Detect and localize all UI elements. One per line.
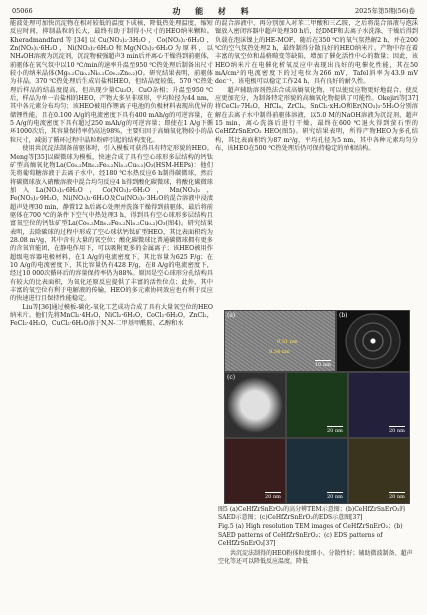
- eds-haadf-image: [224, 372, 286, 438]
- journal-title: 功 能 材 料: [172, 6, 255, 16]
- saed-pattern: [336, 310, 410, 372]
- caption-chinese: 图5 (a)CeHfZrSnErO₂的高分辨TEM示意图；(b)CeHfZrSnErO₂的SAED示意图；(c)CeHfZrSnErO₂的EDS示意图[37]: [218, 506, 406, 522]
- paragraph: 的混合溶液中，再分别加入对苯二甲酸和三乙胺，之后将混合溶液与泡沫镍放入密闭容器中超声处理30 h后，经DMF和去离子水洗涤、干燥后得到负载在泡沫镍上的HE-MOF，随后在350 ℃的氧气氛热解2 h，并在200 ℃的空气氛热处理2 h，最终制得分散良好的HEO纳米片。产物中存在着丰富的氧空位和晶格畸变等缺陷，增加了催化活性中心的数量；因此，该HEO纳米片在电催化析氧反应中表现出良好的电催化性能，其在50 mA/cm²的电流密度下的过电位为266 mV，Tafel斜率为43.9 mV dec⁻¹，该电极可以稳定工作24 h，具有良好的耐久性。: [215, 20, 418, 86]
- figure-5: [224, 310, 408, 505]
- paragraph: 超声辅助溶剂热法合成高熵氧化物，可以使反应物更好地混合，使反应更加充分，为制备特定形貌的高熵氧化物提供了可能性。Okejiri等[37]将CeCl₃·7H₂O，HfCl₄，ZrCl₄，SnCl₂·xH₂O和Er(NO₃)₃·5H₂O分别溶解在去离子水中制得前驱体溶液，以5.0 M的NaOH溶液为沉淀剂，超声15 min，离心洗涤后进行干燥，最终在600 ℃退火得到萤石型的CeHfZrSnErO₂ HEO(图5)。研究结果表明，所得产物HEO为多孔结构，其比表面积约为87 m²/g，平均孔径为5 nm，其中各种元素均匀分布，该HEO在500 ℃热处理后仍可保持稳定的单相结构。: [215, 86, 418, 153]
- lattice-spacing-label: 0.34 nm: [269, 349, 290, 355]
- scale-bar: 20 nm: [389, 428, 405, 434]
- paragraph: 共沉淀法制得的HEO粉体粒度细小、分散性好；辅助微波制备、超声空化等还可以降低反应温度，降低: [218, 550, 413, 566]
- panel-label: (c): [227, 374, 236, 381]
- eds-map: [286, 438, 348, 504]
- caption-english: Fig.5 (a) High resolution TEM images of CeHfZrSnErO₂；(b) SAED patterns of CeHfZrSnErO₂；(c) EDS patterns of CeHfZrSnErO₂[37]: [218, 523, 403, 547]
- scale-bar: 10 nm: [315, 362, 331, 368]
- eds-map: [286, 372, 348, 438]
- figure-caption: [218, 506, 413, 566]
- page-number: 05066: [12, 7, 33, 15]
- eds-map: [348, 372, 410, 438]
- paragraph: Liu等[36]通过模板-碳化-氧化工艺成功合成了具有大量氧空位的HEO纳米片。他们先将MnCl₂·4H₂O，NiCl₂·6H₂O，CoCl₂·6H₂O，ZnCl₂，FeCl₂·4H₂O，CuCl₂·6H₂O溶于N,N-二甲基甲酰胺、乙醇和水: [10, 303, 213, 328]
- eds-map: [348, 438, 410, 504]
- panel-label: (a): [227, 312, 236, 319]
- eds-map: [224, 438, 286, 504]
- issue-info: 2025年第5期(56)卷: [354, 7, 415, 15]
- left-column: [10, 20, 213, 329]
- scale-bar: 20 nm: [389, 494, 405, 500]
- paragraph: 使用共沉淀法制备前驱体时，引入模板可获得具有特定形貌的HEO。Meng等[35]以碳微球为模板，快速合成了具有空心球形多层结构的钙钛矿型高熵氧化物La(Co₀.₂Mn₀.₂Fe₀.₂Ni₀.₂Cu₀.₂)O₃(HSM-HEPs)：他们先将葡萄糖溶液于去离子水中，经180 ℃水热反应6 h制得碳微球，然后将碳微球放入硝酸溶液中混合均匀反应4 h得到酸化碳微球，将酸化碳微球加入La(NO₃)₃·6H₂O，Co(NO₃)₂·6H₂O，Mn(NO₃)₂，Fe(NO₃)₃·9H₂O，Ni(NO₃)₂·6H₂O及Cu(NO₃)₂·3H₂O的混合溶液中浸渍超声处理30 min，静置12 h后离心处理并洗涤干燥得到前驱体，最后将前驱体在700 ℃的条件下空气中热处理3 h，得到具有空心球形多层结构且富氧空位的钙钛矿型La(Co₀.₂Mn₀.₂Fe₀.₂Ni₀.₂Cu₀.₂)O₃(图4)。研究结果表明，去除碳球的过程中形成了空心球状钙钛矿型HEO，其比表面积约为28.08 m²/g，其中含有大量的氧空位；酸化碳微球比普通碳微球拥有更多的含氧官能团，在静电作用下，可以吸附更多的金属离子；该HEO被用作超级电容器电极材料，在1 A/g的电流密度下，其比容量为625 F/g；在10 A/g的电流密度下，其比容量仍有428 F/g，在8 A/g的电流密度下，经过10 000次循环后的容量保持率仍为88%。原因是空心球形分孔结构具有较大的比表面积，为氧化还原反应提供了丰富的活性位点；此外，其中丰富的氧空位有利于电解液的传输，HEO的多元素协同效应也有利于反应的快速进行且保持性能稳定。: [10, 145, 213, 303]
- hrtem-image: [224, 310, 336, 372]
- scale-bar: 20 nm: [327, 494, 343, 500]
- page-header: [10, 4, 417, 19]
- lattice-spacing-label: 0.31 nm: [277, 339, 298, 345]
- scale-bar: 20 nm: [327, 428, 343, 434]
- scale-bar: 20 nm: [265, 494, 281, 500]
- right-column: [215, 20, 418, 154]
- paragraph: 能波处理可加快沉淀物在相对较低的温度下成核，降低热处理温度，缩短反应时间，抑制晶粒的长大，最终有助于制得小尺寸的HEO纳米颗粒。Kheradmandfard等[34]以Cu(NO₃)₂·3H₂O，Co(NO₃)₂·6H₂O，Zn(NO₃)₂·6H₂O，Ni(NO₃)₂·6H₂O和Mg(NO₃)₂·6H₂O为原料，以NH₄OH溶液为沉淀剂，沉淀物被强超声3 min后并离心干燥得到前驱体，前驱体在氧气氛中以10 ℃/min的速率升温至950 ℃热处理后制备出尺寸较小的纳米晶体(Mg₀.₂Cu₀.₂Ni₀.₂Co₀.₂Zn₀.₂)O。研究结果表明，前驱体为非晶，370 ℃热处理后生成岩盐相HEO，但结晶度较低，570 ℃热处理后样品的结晶度提高，但出现少量Cu₂O，CuO杂相；升温至950 ℃后，样品为单一岩盐相的HEO，产物大多呈非球形，平均粒径为44 nm，其中各元素分布均匀；该HEO被用作锂离子电池的负极材料表现出优异的储锂性能，且在0.100 A/g的电流密度下具有400 mAh/g的可逆容量，在5 A/g的电流密度下具有超过250 mAh/g的可逆容量；即使在1 A/g下循环1000次后，其容量保持率仍高达98%，主要归因于高熵氧化物较小的晶粒尺寸，减弱了循环过程中晶粒粉碎引起的结构变化。: [10, 20, 213, 144]
- panel-label: (b): [339, 312, 348, 319]
